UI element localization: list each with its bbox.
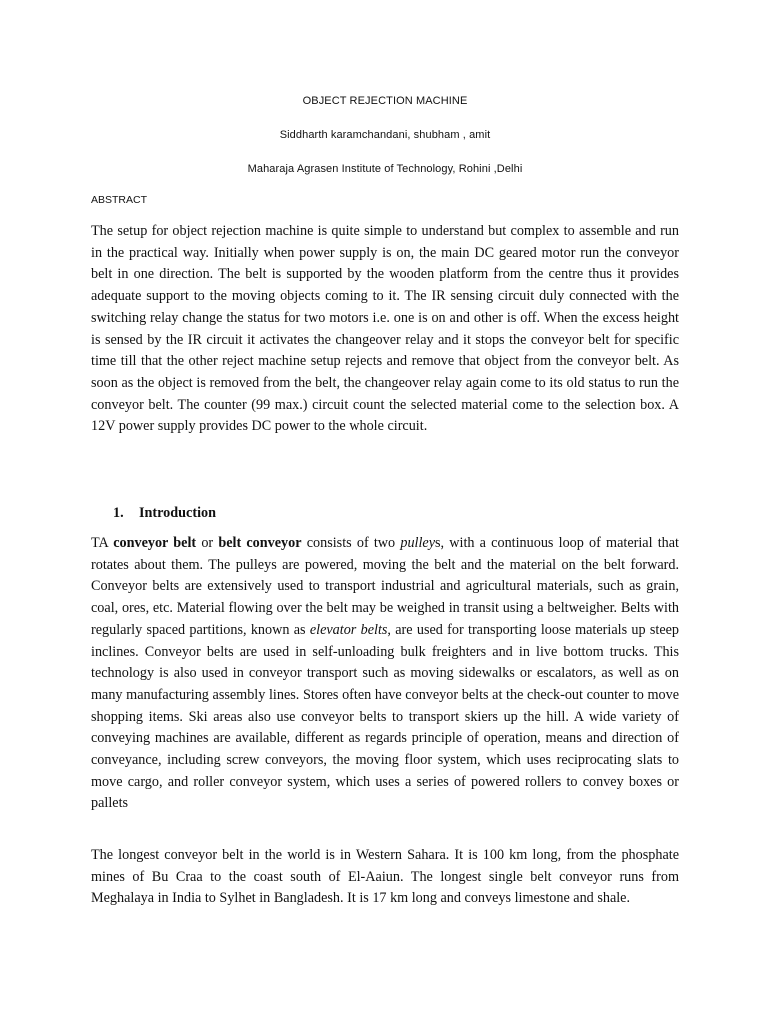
introduction-paragraph-2: The longest conveyor belt in the world is in Western Sahara. It is 100 km long, from the phosphate mines of Bu Craa to the coast south of El-Aaiun. The longest single belt conveyor runs from Meghalaya in India to Sylhet in Bangladesh. It is 17 km long and conveys limestone and shale.: [91, 847, 679, 907]
section-heading-introduction: [113, 505, 216, 522]
intro-lead-text: TA: [91, 535, 114, 551]
intro-text-segment: consists of two: [301, 535, 401, 551]
term-elevator-belts: elevator belts: [309, 621, 388, 638]
abstract-heading: ABSTRACT: [91, 194, 148, 206]
term-conveyor-belt: conveyor belt: [113, 535, 197, 551]
paper-title: OBJECT REJECTION MACHINE: [302, 95, 468, 107]
term-pulley: pulley: [400, 535, 436, 551]
section-number: 1.: [113, 505, 124, 521]
section-title: Introduction: [139, 505, 216, 521]
introduction-paragraph-1: [91, 533, 679, 815]
intro-connector-text: or: [196, 535, 219, 551]
document-page: [91, 0, 679, 1024]
paper-authors: Siddharth karamchandani, shubham , amit: [279, 129, 491, 141]
intro-text-segment: s, with a continuous loop of material that rotates about them. The pulleys are powered, moving the belt and the material on the belt forward. Conveyor belts are extensively used to transport industrial and agricultural materials, such as grain, coal, ores, etc. Material flowing over the belt may be weighed in transit using a beltweigher. Belts with regularly spaced partitions, known as: [91, 535, 679, 638]
term-belt-conveyor: belt conveyor: [218, 535, 302, 551]
paper-affiliation: Maharaja Agrasen Institute of Technology, Rohini ,Delhi: [247, 163, 523, 175]
intro-text-segment: , are used for transporting loose materials up steep inclines. Conveyor belts are used in self-unloading bulk freighters and in live bottom trucks. This technology is also used in conveyor transport such as moving sidewalks or escalators, as well as on many manufacturing assembly lines. Stores often have conveyor belts at the check-out counter to move shopping items. Ski areas also use conveyor belts to transport skiers up the hill. A wide variety of conveying machines are available, different as regards principle of operation, means and direction of conveyance, including screw conveyors, the moving floor system, which uses reciprocating slats to move cargo, and roller conveyor system, which uses a series of powered rollers to convey boxes or pallets: [91, 621, 680, 812]
abstract-paragraph: The setup for object rejection machine is quite simple to understand but complex to assemble and run in the practical way. Initially when power supply is on, the main DC geared motor run the conveyor belt in one direction. The belt is supported by the wooden platform from the centre thus it provides adequate support to the moving objects coming to it. The IR sensing circuit duly connected with the switching relay change the status for two motors i.e. one is on and other is off. When the excess height is sensed by the IR circuit it activates the changeover relay and it stops the conveyor belt for specific time till that the other reject machine setup rejects and remove that object from the conveyor belt. As soon as the object is removed from the belt, the changeover relay again come to its old status to run the conveyor belt. The counter (99 max.) circuit count the selected material come to the selection box. A 12V power supply provides DC power to the whole circuit.: [91, 223, 679, 435]
